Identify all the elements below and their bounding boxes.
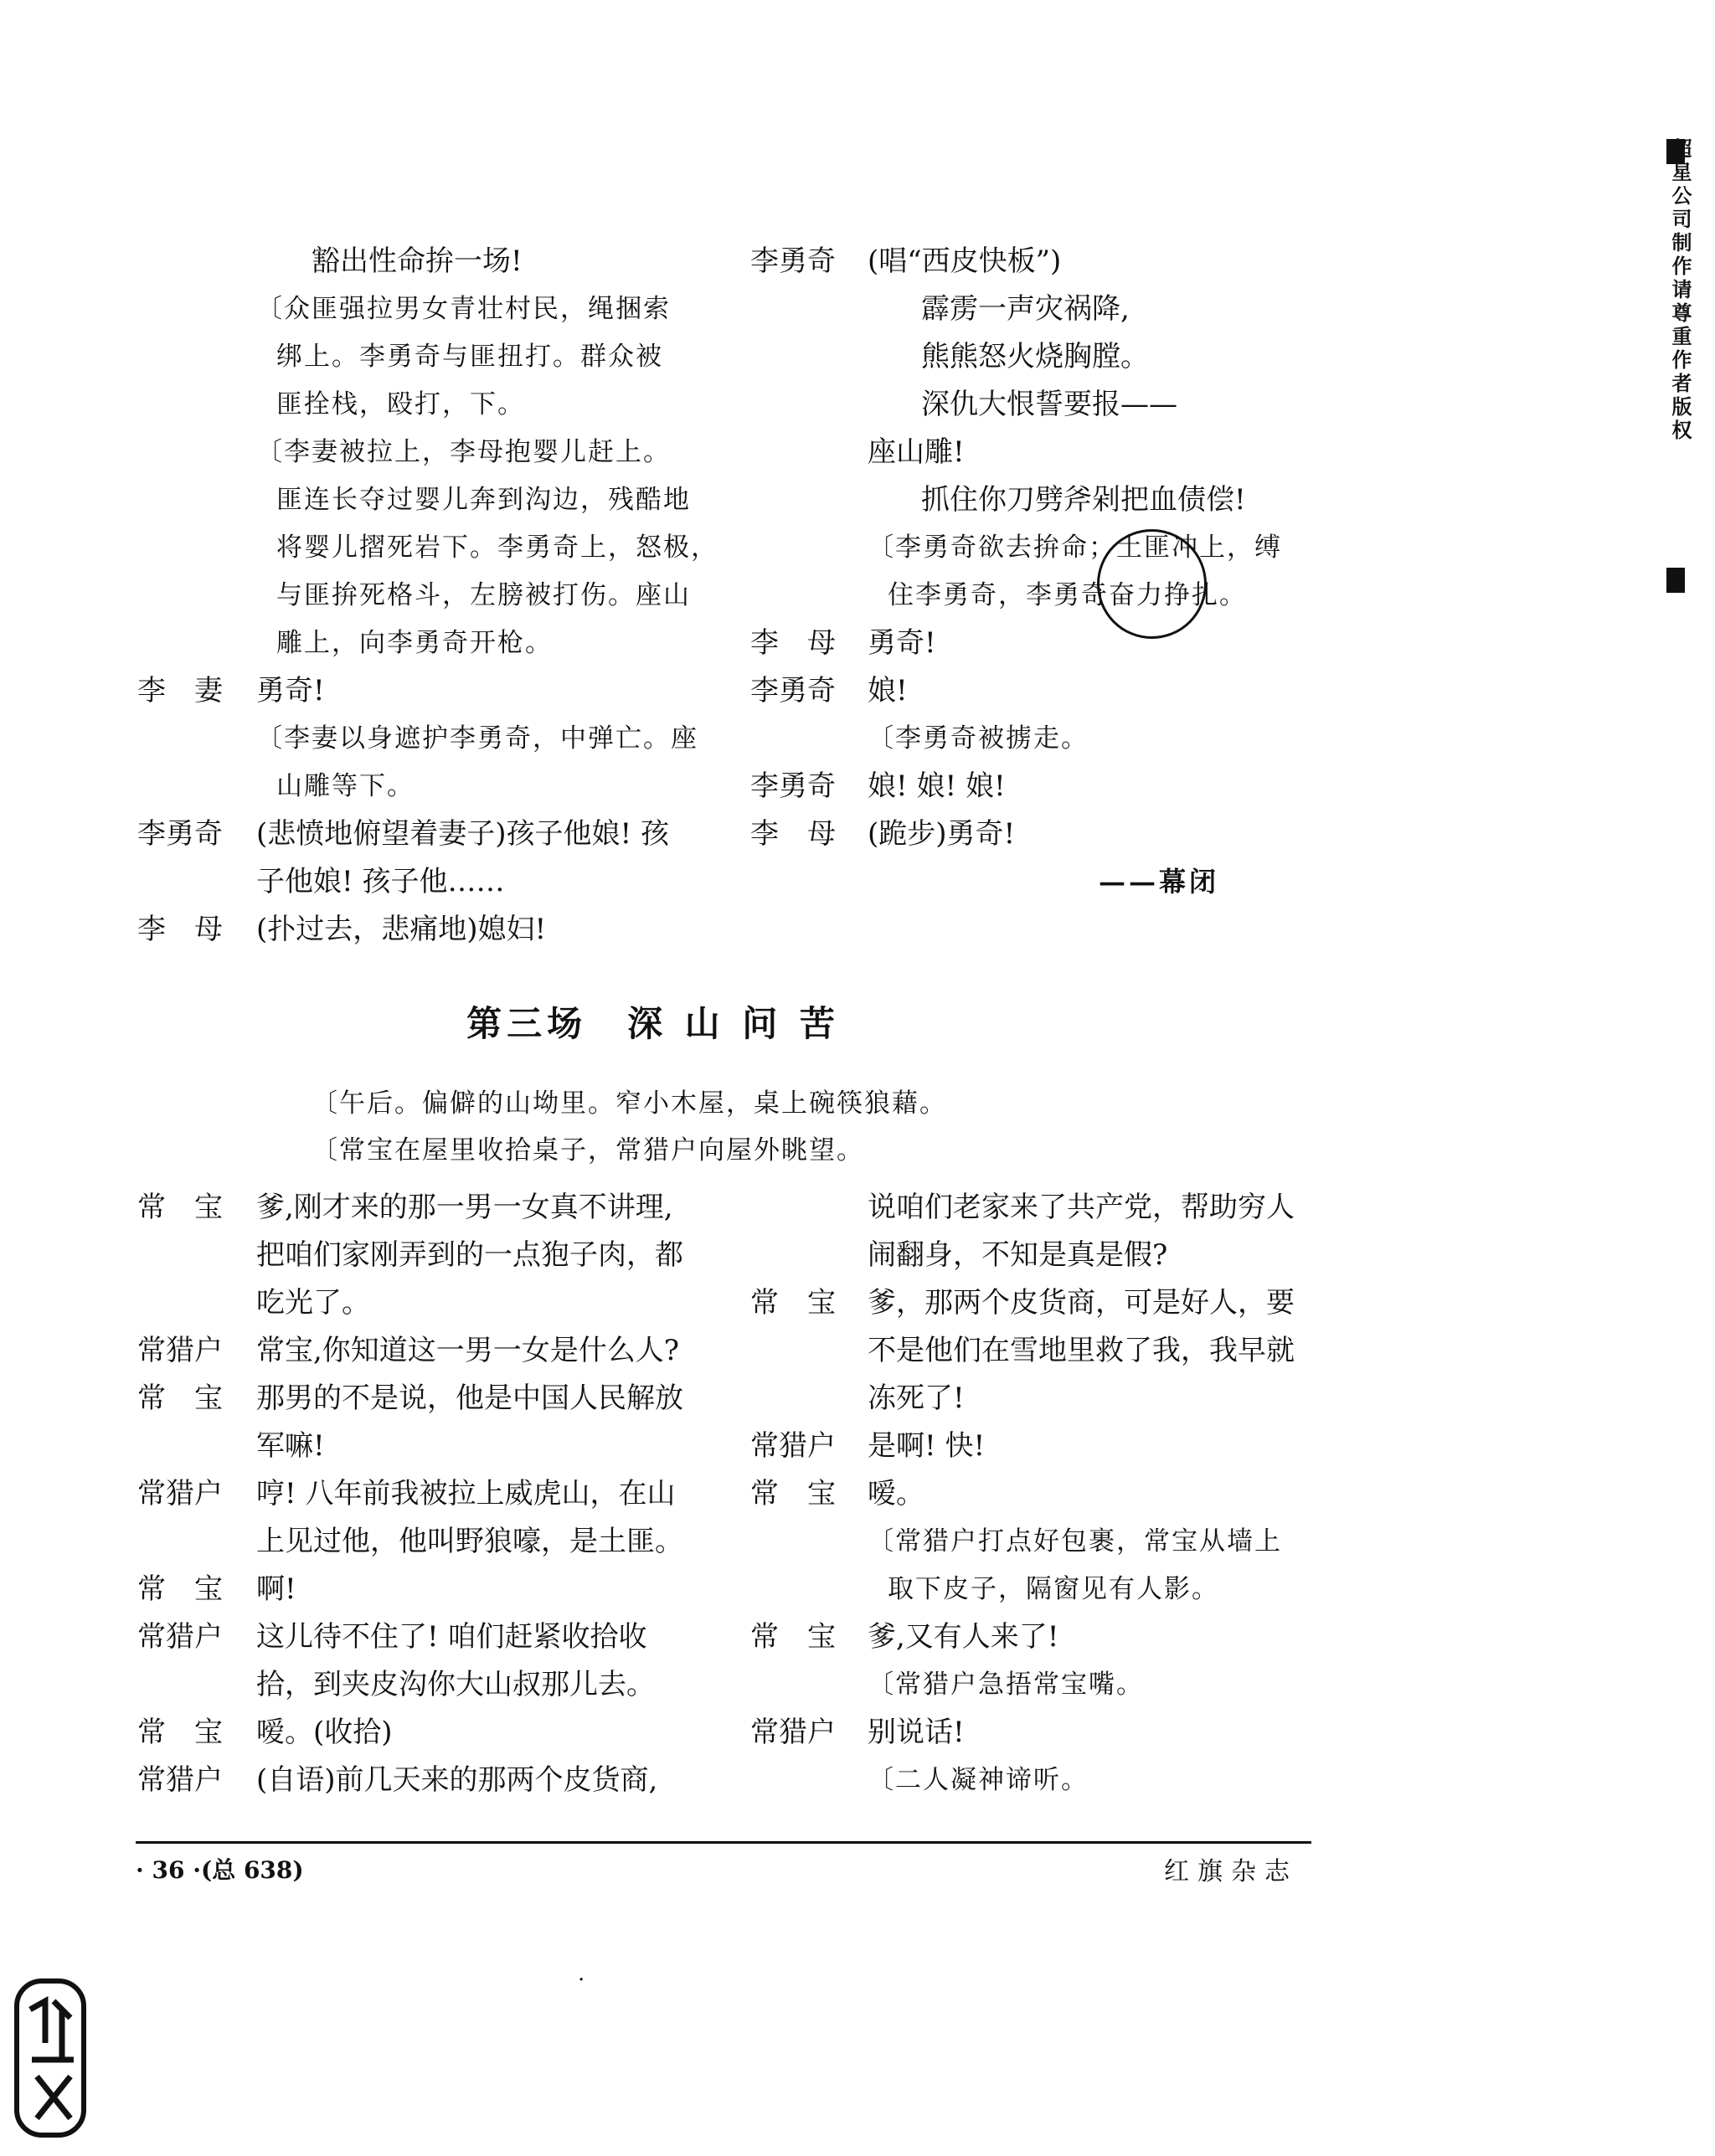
dialogue-line: (唱“西皮快板”) [868, 244, 1062, 278]
stage-direction: 〔二人凝神谛听。 [868, 1765, 1089, 1795]
dialogue-line: 吃光了。 [256, 1286, 370, 1320]
dialogue-line: 娘! [868, 674, 908, 708]
speaker-label: 李勇奇 [137, 817, 223, 851]
speaker-label: 常猎户 [750, 1716, 836, 1749]
speaker-label: 常猎户 [137, 1763, 223, 1797]
speaker-label: 李 母 [137, 913, 223, 946]
dialogue-line: (扑过去，悲痛地)媳妇! [256, 913, 547, 946]
verse-line: 深仇大恨誓要报—— [921, 388, 1177, 421]
stage-direction: 山雕等下。 [276, 771, 415, 801]
scene-direction: 〔午后。偏僻的山坳里。窄小木屋，桌上碗筷狼藉。 [312, 1088, 947, 1119]
speaker-label: 常猎户 [137, 1620, 223, 1654]
speaker-label: 常猎户 [137, 1334, 223, 1367]
stage-direction: 〔常猎户急捂常宝嘴。 [868, 1670, 1144, 1700]
dialogue-line: 常宝,你知道这一男一女是什么人? [256, 1334, 680, 1367]
speaker-label: 常 宝 [750, 1286, 836, 1320]
stage-direction: 绑上。李勇奇与匪扭打。群众被 [276, 342, 663, 372]
speaker-label: 常 宝 [137, 1716, 223, 1749]
dialogue-line: 嗳。 [868, 1477, 924, 1510]
speaker-label: 常 宝 [137, 1572, 223, 1606]
stage-direction: 取下皮子，隔窗见有人影。 [888, 1574, 1219, 1604]
seal-stamp-icon [12, 1976, 92, 2140]
scene-title: 第三场 深 山 问 苦 [466, 1003, 840, 1044]
journal-name: 红旗杂志 [1164, 1857, 1298, 1886]
verse-line: 熊熊怒火烧胸膛。 [921, 340, 1149, 373]
stage-direction: 雕上，向李勇奇开枪。 [276, 628, 553, 658]
dialogue-line: 啊! [256, 1572, 296, 1606]
speaker-label: 常 宝 [137, 1382, 223, 1415]
dialogue-line: (自语)前几天来的那两个皮货商, [256, 1763, 658, 1797]
dialogue-line: (悲愤地俯望着妻子)孩子他娘! 孩 [256, 817, 669, 851]
dialogue-line: 爹，那两个皮货商，可是好人，要 [868, 1286, 1295, 1320]
dialogue-line: 娘! 娘! 娘! [868, 769, 1006, 803]
stage-direction: 〔李妻被拉上，李母抱婴儿赶上。 [256, 437, 671, 467]
dialogue-line: 那男的不是说，他是中国人民解放 [256, 1382, 683, 1415]
scan-speck: · [578, 1968, 585, 1993]
stage-direction: 〔常猎户打点好包裹，常宝从墙上 [868, 1526, 1282, 1557]
speaker-label: 李勇奇 [750, 244, 836, 278]
dialogue-line: 闹翻身，不知是真是假? [868, 1238, 1168, 1272]
dialogue-line: 勇奇! [256, 674, 325, 708]
copyright-note: 超星公司制作请尊重作者版权 [1668, 138, 1692, 443]
verse-line: 霹雳一声灾祸降, [921, 292, 1130, 326]
dialogue-line: 哼! 八年前我被拉上威虎山，在山 [256, 1477, 676, 1510]
dialogue-line: 上见过他，他叫野狼嚎，是土匪。 [256, 1525, 683, 1558]
dialogue-line: 嗳。(收拾) [256, 1716, 393, 1749]
dialogue-line: 爹,刚才来的那一男一女真不讲理, [256, 1191, 673, 1224]
verse-line: 豁出性命拚一场! [312, 244, 523, 278]
dialogue-line: 这儿待不住了! 咱们赶紧收拾收 [256, 1620, 647, 1654]
dialogue-line: 不是他们在雪地里救了我，我早就 [868, 1334, 1295, 1367]
dialogue-line: 军嘛! [256, 1429, 325, 1463]
dialogue-line: 冻死了! [868, 1382, 965, 1415]
curtain-close: ——幕闭 [1099, 866, 1220, 898]
stage-direction: 匪拴栈，殴打，下。 [276, 389, 525, 419]
scene-direction: 〔常宝在屋里收拾桌子，常猎户向屋外眺望。 [312, 1135, 864, 1165]
dialogue-line: 拾，到夹皮沟你大山叔那儿去。 [256, 1668, 655, 1701]
speaker-label: 常 宝 [137, 1191, 223, 1224]
stage-direction: 将婴儿摺死岩下。李勇奇上，怒极， [276, 533, 718, 563]
speaker-label: 李 母 [750, 626, 836, 660]
speaker-label: 常猎户 [750, 1429, 836, 1463]
speaker-label: 常 宝 [750, 1620, 836, 1654]
dialogue-line: 爹,又有人来了! [868, 1620, 1059, 1654]
footer-rule [136, 1841, 1311, 1844]
speaker-label: 李勇奇 [750, 674, 836, 708]
page-number: · 36 ·(总 638) [136, 1856, 304, 1884]
dialogue-line: 别说话! [868, 1716, 965, 1749]
stage-direction: 匪连长夺过婴儿奔到沟边，残酷地 [276, 485, 691, 515]
dialogue-line: 子他娘! 孩子他…… [256, 865, 505, 898]
stage-direction: 住李勇奇，李勇奇奋力挣扎。 [888, 580, 1247, 610]
speaker-label: 常 宝 [750, 1477, 836, 1510]
verse-line: 抓住你刀劈斧剁把血债偿! [921, 483, 1246, 517]
dialogue-line: 说咱们老家来了共产党，帮助穷人 [868, 1191, 1295, 1224]
stage-direction: 〔众匪强拉男女青壮村民，绳捆索 [256, 294, 671, 324]
dialogue-line: (跪步)勇奇! [868, 817, 1016, 851]
dialogue-line: 把咱们家刚弄到的一点狍子肉，都 [256, 1238, 683, 1272]
dialogue-line: 勇奇! [868, 626, 936, 660]
speaker-label: 李 妻 [137, 674, 223, 708]
stage-direction: 与匪拚死格斗，左膀被打伤。座山 [276, 580, 691, 610]
dialogue-line: 是啊! 快! [868, 1429, 986, 1463]
stage-direction: 〔李勇奇欲去拚命；土匪冲上，缚 [868, 533, 1282, 563]
speaker-label: 常猎户 [137, 1477, 223, 1510]
stage-direction: 〔李妻以身遮护李勇奇，中弹亡。座 [256, 723, 698, 754]
speaker-label: 李勇奇 [750, 769, 836, 803]
speaker-label: 李 母 [750, 817, 836, 851]
dialogue-line: 座山雕! [868, 435, 965, 469]
side-bar-bottom [1666, 568, 1685, 593]
stage-direction: 〔李勇奇被掳走。 [868, 723, 1089, 754]
